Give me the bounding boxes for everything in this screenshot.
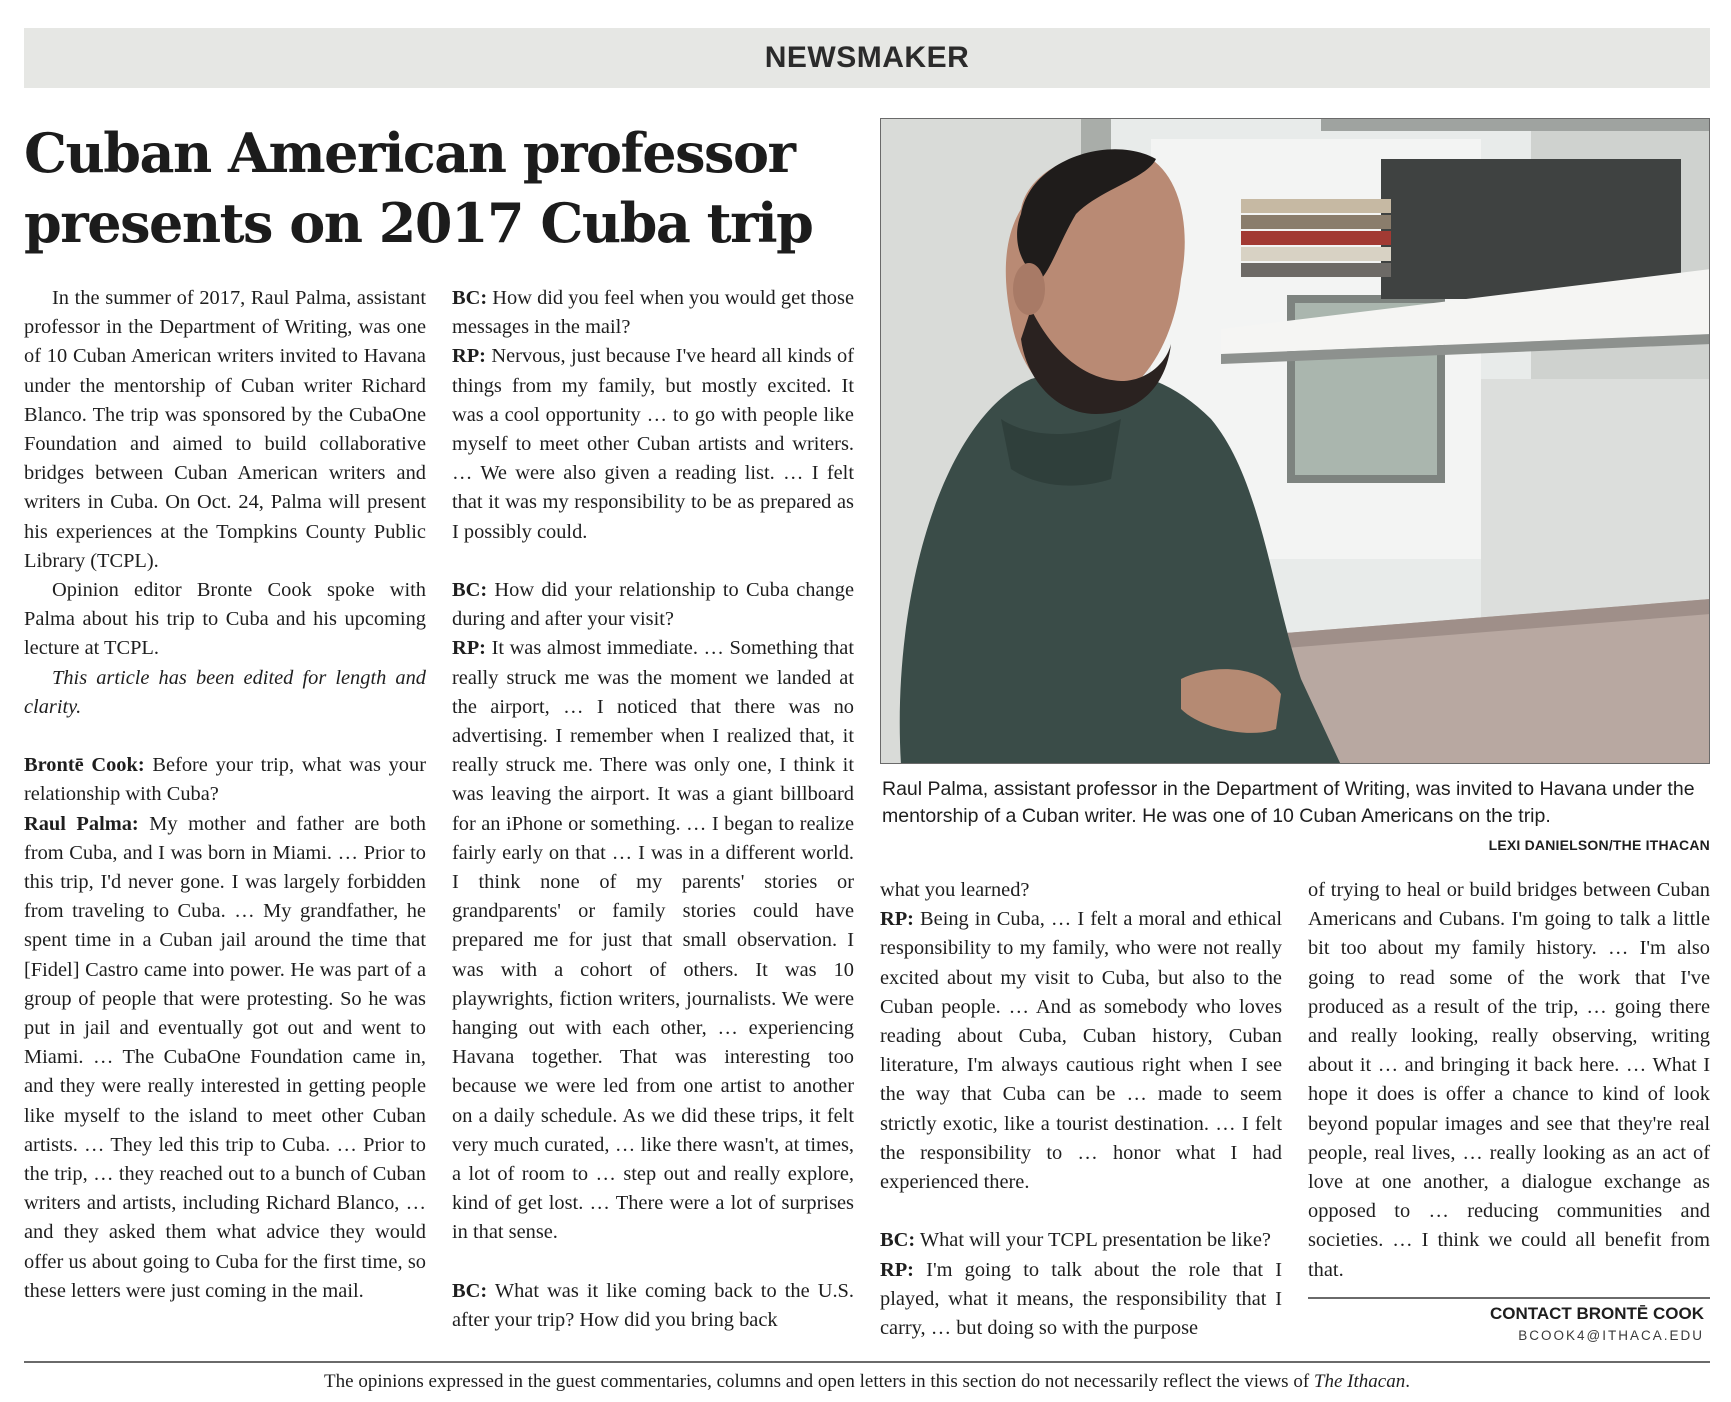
answer-speaker: RP: — [452, 637, 486, 660]
answer-5 — [880, 1256, 1282, 1344]
answer-speaker: Raul Palma: — [24, 812, 139, 835]
question-1 — [24, 751, 426, 809]
question-3 — [452, 576, 854, 634]
section-banner — [24, 28, 1710, 88]
question-text: How did your relationship to Cuba change during and after your visit? — [452, 579, 854, 631]
photo-caption: Raul Palma, assistant professor in the Department of Writing, was invited to Havana under the mentorship of a Cuban writer. He was one of 10 Cuban Americans on the trip. — [882, 778, 1695, 827]
answer-4 — [880, 905, 1282, 1197]
answer-3 — [452, 634, 854, 1247]
article-column-1 — [24, 284, 426, 1306]
question-speaker: BC: — [880, 1229, 916, 1252]
question-5 — [880, 1226, 1282, 1255]
article-column-4 — [1308, 876, 1710, 1285]
question-2 — [452, 284, 854, 342]
answer-speaker: RP: — [880, 908, 914, 931]
article-column-2 — [452, 284, 854, 1335]
footer-divider — [24, 1361, 1710, 1363]
disclaimer: The opinions expressed in the guest commentaries, columns and open letters in this section do not necessarily reflect the views of The Ithacan. — [324, 1371, 1410, 1392]
intro-paragraph-1: In the summer of 2017, Raul Palma, assistant professor in the Department of Writing, was one of 10 Cuban American writers invited to Havana under the mentorship of Cuban writer Richard Blanco. The trip was sponsored by the CubaOne Foundation and aimed to build collaborative bridges between Cuban American writers and writers in Cuba. On Oct. 24, Palma will present his experiences at the Tompkins County Public Library (TCPL). — [24, 287, 426, 572]
question-text: How did you feel when you would get those messages in the mail? — [452, 287, 854, 339]
intro-paragraph-2: Opinion editor Bronte Cook spoke with Palma about his trip to Cuba and his upcoming lecture at TCPL. — [24, 579, 426, 660]
answer-text: I'm going to talk about the role that I played, what it means, the responsibility that I carry, … but doing so with the purpose — [880, 1258, 1282, 1340]
article-photo — [880, 118, 1710, 764]
question-text: Before your trip, what was your relationship with Cuba? — [24, 754, 426, 806]
answer-text: It was almost immediate. … Something that really struck me was the moment we landed at the airport, … I noticed that there was no advertising. I remember when I realized that, it really struck me. There was only one, I think it was leaving the airport. It was a giant billboard for an iPhone or something. … I began to realize fairly early on that … I was in a different world. I think none of my parents' stories or grandparents' or family stories could have prepared me for just that small observation. I was with a cohort of others. It was 10 playwrights, fiction writers, journalists. We were hanging out with each other, … experiencing Havana together. That was interesting too because we were led from one artist to another on a daily schedule. As we did these trips, it felt very much curated, … like there wasn't, at times, a lot of room to … step out and really explore, kind of get lost. … There were a lot of surprises in that sense. — [452, 637, 854, 1244]
question-4 — [452, 1277, 854, 1335]
answer-1 — [24, 810, 426, 1306]
answer-5-continued: of trying to heal or build bridges between Cuban Americans and Cubans. I'm going to talk a little bit too about my family history. … I'm also going to read some of the work that I've produced as a result of the trip, … going there and really looking, really observing, writing about it … and bringing it back here. … What I hope it does is offer a chance to kind of look beyond popular images and see that they're real people, real lives, … really looking as an act of love at one another, a dialogue exchange as opposed to … reducing communities and societies. … I think we could all benefit from that. — [1308, 879, 1710, 1281]
answer-text: My mother and father are both from Cuba, and I was born in Miami. … Prior to this trip, I'd never gone. I was largely forbidden from traveling to Cuba. … My grandfather, he spent time in a Cuban jail around the time that [Fidel] Castro came into power. He was part of a group of people that were protesting. So he was put in jail and eventually got out and went to Miami. … The CubaOne Foundation came in, and they were really interested in getting people like myself to the island to meet other Cuban artists. … They led this trip to Cuba. … Prior to the trip, … they reached out to a bunch of Cuban writers and artists, including Richard Blanco, … and they asked them what advice they would offer us about going to Cuba for the first time, so these letters were just coming in the mail. — [24, 812, 426, 1302]
section-label: NEWSMAKER — [764, 41, 970, 74]
question-text: What was it like coming back to the U.S. after your trip? How did you bring back — [452, 1279, 854, 1332]
answer-speaker: RP: — [880, 1258, 914, 1281]
article-column-3 — [880, 876, 1282, 1343]
contact-email[interactable]: BCOOK4@ITHACA.EDU — [1518, 1328, 1704, 1343]
question-speaker: Brontē Cook: — [24, 754, 145, 777]
question-text: What will your TCPL presentation be like? — [919, 1229, 1271, 1252]
answer-text: Being in Cuba, … I felt a moral and ethical responsibility to my family, who were not really excited about my visit to Cuba, but also to the Cuban people. … And as somebody who loves reading about Cuba, Cuban history, Cuban literature, I'm always cautious right when I see the way that Cuba can be … made to seem strictly exotic, like a tourist destination. … I felt the responsibility to … honor what I had experienced there. — [880, 908, 1282, 1194]
question-speaker: BC: — [452, 579, 488, 602]
question-4-continued: what you learned? — [880, 879, 1030, 901]
question-speaker: BC: — [452, 1279, 488, 1302]
answer-text: Nervous, just because I've heard all kinds of things from my family, but mostly excited. It was a cool opportunity … to go with people like myself to meet other Cuban artists and writers. … We were also given a reading list. … I felt that it was my responsibility to be as prepared as I possibly could. — [452, 345, 854, 543]
portrait-illustration — [881, 119, 1710, 764]
photo-credit: LEXI DANIELSON/THE ITHACAN — [1488, 837, 1710, 853]
contact-name: CONTACT BRONTĒ COOK — [1489, 1304, 1704, 1323]
publication-name: The Ithacan — [1313, 1371, 1406, 1392]
answer-speaker: RP: — [452, 345, 486, 368]
editors-note: This article has been edited for length and clarity. — [24, 666, 426, 718]
headline: Cuban American professor presents on 2017 Cuba trip — [24, 121, 813, 255]
question-speaker: BC: — [452, 287, 488, 309]
contact-divider — [1308, 1297, 1710, 1299]
answer-2 — [452, 342, 854, 546]
